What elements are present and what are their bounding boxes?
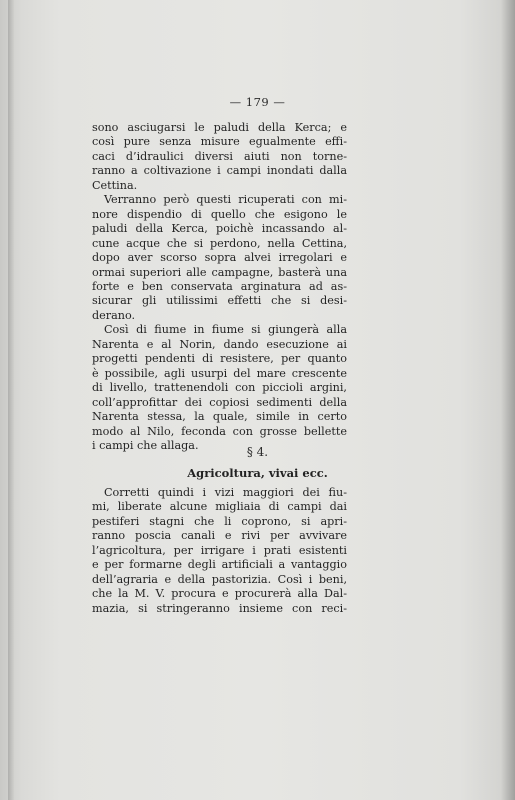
text-line: l’agricoltura, per irrigare i prati esistenti bbox=[92, 543, 347, 557]
book-binding-shadow bbox=[8, 0, 14, 800]
text-line: Narenta stessa, la quale, simile in certo bbox=[92, 410, 347, 424]
text-line: derano. bbox=[92, 308, 136, 322]
text-line: dell’agraria e della pastorizia. Così i beni, bbox=[92, 572, 347, 586]
text-line: di livello, trattenendoli con piccioli argini, bbox=[92, 381, 347, 395]
text-line: sono asciugarsi le paludi della Kerca; e bbox=[92, 121, 347, 134]
text-line: i campi che allaga. bbox=[92, 438, 199, 452]
text-line: paludi della Kerca, poichè incassando al- bbox=[92, 222, 347, 236]
text-line: ranno a coltivazione i campi inondati dalla bbox=[92, 164, 347, 178]
text-line: dopo aver scorso sopra alvei irregolari e bbox=[92, 251, 347, 265]
text-line: coll’approfittar dei copiosi sedimenti della bbox=[92, 395, 347, 409]
text-line: mazia, si stringeranno insieme con reci- bbox=[92, 601, 347, 615]
text-line: così pure senza misure egualmente effi- bbox=[92, 135, 347, 149]
text-line: e per formarne degli artificiali a vantaggio bbox=[92, 558, 347, 572]
page-number: — 179 — bbox=[229, 95, 286, 109]
text-line: pestiferi stagni che li coprono, si apri- bbox=[92, 514, 347, 528]
text-line: forte e ben conservata arginatura ad as- bbox=[92, 279, 347, 293]
body-text-bottom bbox=[92, 486, 347, 616]
text-line: che la M. V. procura e procurerà alla Dal- bbox=[92, 587, 347, 601]
section-title: Agricoltura, vivai ecc. bbox=[187, 466, 328, 480]
text-line: Così di fiume in fiume si giungerà alla bbox=[104, 323, 347, 337]
text-line: Cettina. bbox=[92, 178, 138, 192]
text-line: sicurar gli utilissimi effetti che si desi- bbox=[92, 294, 347, 308]
body-text-top bbox=[92, 121, 347, 453]
text-line: cune acque che si perdono, nella Cettina, bbox=[92, 236, 347, 250]
text-line: mi, liberate alcune migliaia di campi dai bbox=[92, 500, 347, 514]
text-line: ranno poscia canali e rivi per avvivare bbox=[92, 529, 347, 543]
section-number: § 4. bbox=[246, 445, 269, 459]
text-line: è possibile, agli usurpi del mare crescente bbox=[92, 366, 347, 380]
text-line: Narenta e al Norin, dando esecuzione ai bbox=[92, 337, 347, 351]
text-line: modo al Nilo, feconda con grosse bellette bbox=[92, 424, 347, 438]
text-line: Corretti quindi i vizi maggiori dei fiu- bbox=[104, 486, 347, 499]
text-line: progetti pendenti di resistere, per quanto bbox=[92, 352, 347, 366]
text-line: nore dispendio di quello che esigono le bbox=[92, 207, 347, 221]
page-edge-shadow bbox=[501, 0, 515, 800]
text-line: caci d’idraulici diversi aiuti non torne- bbox=[92, 149, 347, 163]
text-line: ormai superiori alle campagne, basterà una bbox=[92, 265, 347, 279]
text-line: Verranno però questi ricuperati con mi- bbox=[104, 193, 347, 207]
